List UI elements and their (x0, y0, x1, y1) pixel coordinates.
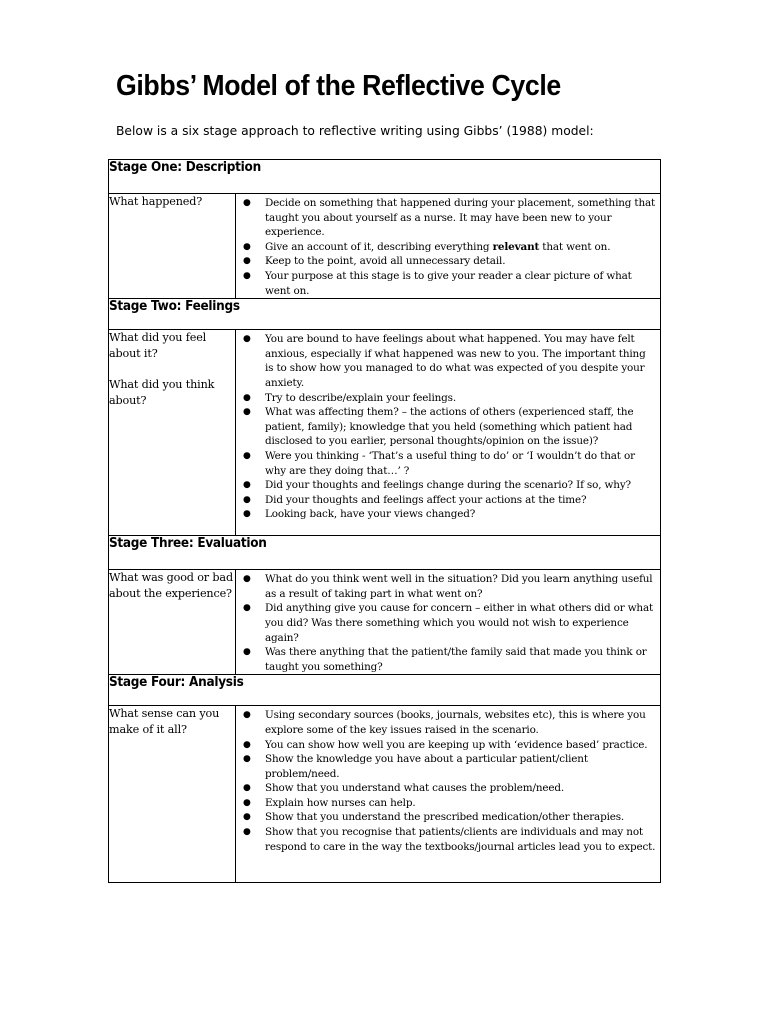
stage-heading (109, 299, 661, 330)
stage-point (236, 781, 656, 796)
stage-point (236, 507, 656, 522)
bullet-icon: ● (243, 450, 251, 461)
stage-point (236, 269, 656, 298)
stage-point (236, 196, 656, 240)
bullet-icon: ● (243, 241, 251, 252)
stage-points-cell (236, 570, 661, 675)
bullet-icon: ● (243, 710, 251, 721)
stage-question: What sense can you make of it all? (109, 707, 220, 736)
stage-questions (109, 330, 236, 536)
stage-point (236, 601, 656, 645)
stage-body-row (109, 570, 661, 675)
bullet-icon: ● (243, 334, 251, 345)
stage-point (236, 738, 656, 753)
stage-point-text: Give an account of it, describing everything (265, 240, 493, 253)
stage-header-row (109, 299, 661, 330)
stage-point (236, 796, 656, 811)
bullet-icon: ● (243, 739, 251, 750)
document-intro: Below is a six stage approach to reflective writing using Gibbs’ (1988) model: (116, 124, 594, 138)
stage-point-text: Try to describe/explain your feelings. (265, 391, 457, 404)
stage-point-text: Keep to the point, avoid all unnecessary detail. (265, 255, 506, 268)
stage-point (236, 752, 656, 781)
stage-point-text: Show that you understand what causes the problem/need. (265, 782, 565, 795)
stage-body-row (109, 706, 661, 883)
bullet-icon: ● (243, 783, 251, 794)
stage-point (236, 405, 656, 449)
stage-body-row (109, 194, 661, 299)
stage-header-row (109, 536, 661, 570)
stage-point-text: You are bound to have feelings about what happened. You may have felt anxious, especially if what happened was new to you. The important thing is to show how you managed to do what was expected of you despite your anxiety. (265, 333, 646, 389)
stage-heading (109, 675, 661, 706)
stage-body-row (109, 330, 661, 536)
stage-point (236, 493, 656, 508)
stage-points (236, 570, 660, 674)
stage-point-text: Was there anything that the patient/the family said that made you think or taught you something? (265, 646, 647, 673)
bullet-icon: ● (243, 647, 251, 658)
bullet-icon: ● (243, 827, 251, 838)
stage-heading-text: Stage One: Description (109, 160, 261, 175)
stage-point-text: What do you think went well in the situation? Did you learn anything useful as a result of taking part in what went on? (265, 573, 653, 600)
stage-point (236, 254, 656, 269)
stage-point-text: Were you thinking - ‘That’s a useful thing to do’ or ‘I wouldn’t do that or why are they doing that…’ ? (265, 449, 635, 477)
stage-heading (109, 536, 661, 570)
bullet-icon: ● (243, 754, 251, 765)
stage-point (236, 825, 656, 854)
stage-question: What happened? (109, 195, 203, 208)
stage-point-text: Show that you recognise that patients/clients are individuals and may not respond to care in the way the textbooks/journal articles lead you to expect. (265, 826, 656, 853)
stage-questions (109, 194, 236, 299)
stage-point (236, 708, 656, 737)
stage-points (236, 706, 660, 854)
stage-point-text: What was affecting them? – the actions of others (experienced staff, the patient, family); knowledge that you held (something which patient had disclosed to you earlier, personal thoughts/opinion on the issue)? (265, 406, 634, 448)
stage-points (236, 330, 660, 522)
bullet-icon: ● (243, 392, 251, 403)
stage-question: What did you think about? (109, 378, 215, 407)
stage-point (236, 572, 656, 601)
stage-points-cell (236, 330, 661, 536)
stage-point (236, 810, 656, 825)
bullet-icon: ● (243, 509, 251, 520)
bullet-icon: ● (243, 270, 251, 281)
stage-heading (109, 160, 661, 194)
stage-point-text: You can show how well you are keeping up with ‘evidence based’ practice. (265, 738, 648, 751)
stage-point-text: Explain how nurses can help. (265, 796, 416, 809)
stage-point-text: Show the knowledge you have about a particular patient/client problem/need. (265, 753, 588, 780)
stage-point-text: Decide on something that happened during your placement, something that taught you about yourself as a nurse. It may have been new to your experience. (265, 197, 656, 239)
stage-question: What was good or bad about the experience? (109, 571, 233, 600)
stage-point (236, 332, 656, 390)
bullet-icon: ● (243, 407, 251, 418)
stage-point-text: Your purpose at this stage is to give your reader a clear picture of what went on. (265, 269, 632, 297)
stage-questions (109, 570, 236, 675)
stage-point (236, 391, 656, 406)
stage-point (236, 449, 656, 478)
stage-point-emphasis: relevant (492, 240, 540, 253)
bullet-icon: ● (243, 256, 251, 267)
stage-point-text: that went on. (539, 240, 611, 253)
stage-point (236, 645, 656, 674)
bullet-icon: ● (243, 480, 251, 491)
bullet-icon: ● (243, 603, 251, 614)
stage-points (236, 194, 660, 298)
document-title: Gibbs’ Model of the Reflective Cycle (116, 70, 561, 102)
stage-point-text: Show that you understand the prescribed medication/other therapies. (265, 811, 625, 824)
stage-point-text: Did anything give you cause for concern – either in what others did or what you did? Was there something which you would not wish to experience again? (265, 602, 654, 644)
stage-header-row (109, 675, 661, 706)
stage-point-text: Did your thoughts and feelings change during the scenario? If so, why? (265, 479, 631, 492)
stage-header-row (109, 160, 661, 194)
stage-points-cell (236, 194, 661, 299)
stage-heading-text: Stage Three: Evaluation (109, 536, 267, 552)
stage-heading-text: Stage Four: Analysis (109, 675, 244, 691)
bullet-icon: ● (243, 494, 251, 505)
stage-point-text: Looking back, have your views changed? (265, 508, 476, 521)
bullet-icon: ● (243, 574, 251, 585)
bullet-icon: ● (243, 812, 251, 823)
bullet-icon: ● (243, 198, 251, 208)
stage-points-cell (236, 706, 661, 883)
bullet-icon: ● (243, 797, 251, 808)
stage-point (236, 240, 656, 255)
stage-point-text: Using secondary sources (books, journals, websites etc), this is where you explore some of the key issues raised in the scenario. (265, 709, 646, 736)
stage-point (236, 478, 656, 493)
stage-heading-text: Stage Two: Feelings (109, 299, 240, 315)
stages-table (108, 159, 661, 883)
stage-question: What did you feel about it? (109, 331, 207, 360)
stage-questions (109, 706, 236, 883)
stage-point-text: Did your thoughts and feelings affect your actions at the time? (265, 493, 587, 506)
